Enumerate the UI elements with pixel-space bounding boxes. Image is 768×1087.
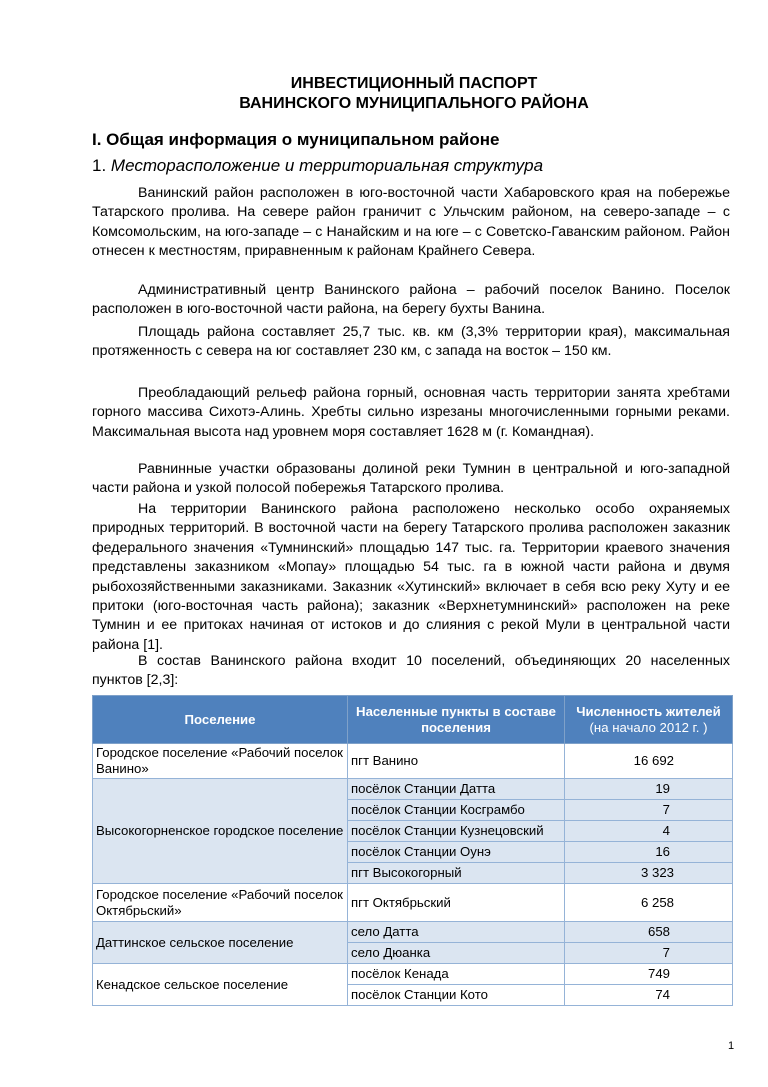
locality-name: посёлок Станции Датта xyxy=(348,779,565,800)
settlement-name: Городское поселение «Рабочий поселок Ванино» xyxy=(93,744,348,779)
header-settlement: Поселение xyxy=(93,696,348,744)
locality-name: пгт Ванино xyxy=(348,744,565,779)
population-value: 16 xyxy=(565,842,733,863)
paragraph: Равнинные участки образованы долиной реки Тумнин в центральной и юго-западной части района и узкой полосой побережья Татарского пролива. xyxy=(92,461,730,497)
settlements-table xyxy=(92,695,733,1006)
population-value: 16 692 xyxy=(565,744,733,779)
section-heading: I. Общая информация о муниципальном районе xyxy=(92,130,500,149)
document-title-line-1: ИНВЕСТИЦИОННЫЙ ПАСПОРТ xyxy=(290,75,538,92)
body-text xyxy=(92,384,730,442)
document-title-line-2: ВАНИНСКОГО МУНИЦИПАЛЬНОГО РАЙОНА xyxy=(239,95,589,112)
population-value: 74 xyxy=(565,985,733,1006)
body-text xyxy=(92,323,730,362)
locality-name: посёлок Кенада xyxy=(348,964,565,985)
subsection-number: 1. xyxy=(92,156,107,175)
header-localities: Населенные пункты в составе поселения xyxy=(348,696,565,744)
locality-name: пгт Высокогорный xyxy=(348,863,565,884)
paragraph: Ванинский район расположен в юго-восточной части Хабаровского края на побережье Татарского пролива. На севере район граничит с Ульчским районом, на северо-западе – с Комсомольским, на юго-западе – с Нанайским и на юге – с Советско-Гаванским районом. Район отнесен к местностям, приравненным к районам Крайнего Севера. xyxy=(92,185,730,260)
body-text xyxy=(92,281,730,320)
table-row xyxy=(93,922,733,943)
settlement-name: Высокогорненское городское поселение xyxy=(93,779,348,884)
body-text xyxy=(92,652,730,691)
page-number: 1 xyxy=(728,1040,735,1052)
body-text xyxy=(92,500,730,655)
paragraph: На территории Ванинского района расположено несколько особо охраняемых природных территорий. В восточной части на берегу Татарского пролива расположен заказник федерального значения «Тумнинский» площадью 147 тыс. га. Территории краевого значения представлены заказником «Мопау» площадью 54 тыс. га в южной части района и двумя рыбохозяйственными заказниками. Заказник «Хутинский» включает в себя всю реку Хуту и ее притоки (юго-восточная часть района); заказник «Верхнетумнинский» расположен на реке Тумнин и ее притоках начиная от истоков и до слияния с рекой Мули в центральной части района [1]. xyxy=(92,501,730,653)
locality-name: село Дюанка xyxy=(348,943,565,964)
paragraph: Административный центр Ванинского района – рабочий поселок Ванино. Поселок расположен в юго-восточной части района, на берегу бухты Ванина. xyxy=(92,282,730,318)
paragraph: Площадь района составляет 25,7 тыс. кв. км (3,3% территории края), максимальная протяженность с севера на юг составляет 230 км, с запада на восток – 150 км. xyxy=(92,324,730,360)
locality-name: посёлок Станции Кото xyxy=(348,985,565,1006)
table-row xyxy=(93,884,733,922)
population-value: 749 xyxy=(565,964,733,985)
population-value: 19 xyxy=(565,779,733,800)
population-value: 3 323 xyxy=(565,863,733,884)
header-population xyxy=(565,696,733,744)
subsection-title: Месторасположение и территориальная структура xyxy=(106,156,544,175)
header-population-title: Численность жителей xyxy=(576,703,721,719)
population-value: 7 xyxy=(565,800,733,821)
population-value: 658 xyxy=(565,922,733,943)
subsection-heading xyxy=(92,156,543,176)
settlement-name: Даттинское сельское поселение xyxy=(93,922,348,964)
population-value: 6 258 xyxy=(565,884,733,922)
locality-name: посёлок Станции Оунэ xyxy=(348,842,565,863)
locality-name: пгт Октябрьский xyxy=(348,884,565,922)
locality-name: село Датта xyxy=(348,922,565,943)
body-text xyxy=(92,184,730,262)
population-value: 7 xyxy=(565,943,733,964)
header-population-note: (на начало 2012 г. ) xyxy=(589,719,708,735)
table-row xyxy=(93,779,733,800)
settlement-name: Кенадское сельское поселение xyxy=(93,964,348,1006)
body-text xyxy=(92,460,730,499)
locality-name: посёлок Станции Косграмбо xyxy=(348,800,565,821)
settlement-name: Городское поселение «Рабочий поселок Октябрьский» xyxy=(93,884,348,922)
table-row xyxy=(93,964,733,985)
locality-name: посёлок Станции Кузнецовский xyxy=(348,821,565,842)
population-value: 4 xyxy=(565,821,733,842)
paragraph: Преобладающий рельеф района горный, основная часть территории занята хребтами горного массива Сихотэ-Алинь. Хребты сильно изрезаны многочисленными горными реками. Максимальная высота над уровнем моря составляет 1628 м (г. Командная). xyxy=(92,385,730,440)
paragraph: В состав Ванинского района входит 10 поселений, объединяющих 20 населенных пунктов [2,3]: xyxy=(92,653,730,689)
table-row xyxy=(93,744,733,779)
